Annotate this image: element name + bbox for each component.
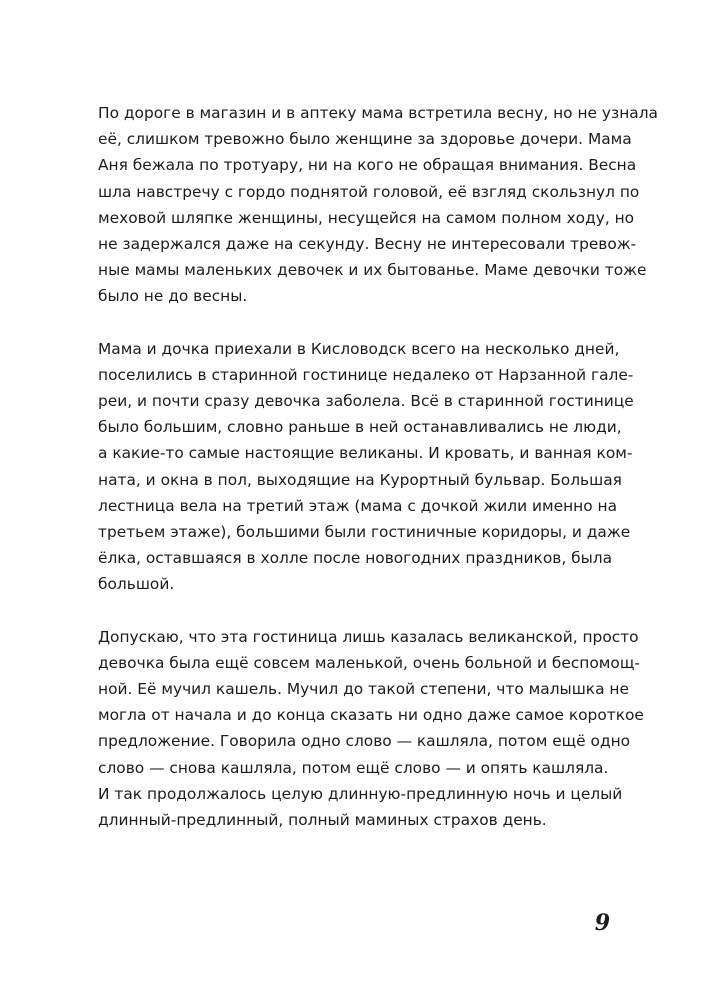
text-line: реи, и почти сразу девочка заболела. Всё в старинной гостинице	[98, 392, 634, 411]
text-line: девочка была ещё совсем маленькой, очень больной и беспомощ-	[98, 653, 640, 672]
text-line: ёлка, оставшаяся в холле после новогодних праздников, была	[98, 549, 613, 568]
text-line: ната, и окна в пол, выходящие на Курортный бульвар. Большая	[98, 470, 622, 489]
text-line: Допускаю, что эта гостиница лишь казалась великанской, просто	[98, 627, 639, 646]
page-number: 9	[594, 910, 610, 936]
text-line: ной. Её мучил кашель. Мучил до такой степени, что малышка не	[98, 680, 629, 699]
text-line: И так продолжалось целую длинную-предлинную ночь и целый	[98, 784, 623, 803]
text-line: Мама и дочка приехали в Кисловодск всего на несколько дней,	[98, 339, 620, 358]
text-line: лестница вела на третий этаж (мама с дочкой жили именно на	[98, 496, 618, 515]
paragraph-1	[98, 100, 658, 310]
text-line: предложение. Говорила одно слово — кашляла, потом ещё одно	[98, 732, 631, 751]
paragraph-3	[98, 624, 644, 834]
text-line: а какие-то самые настоящие великаны. И кровать, и ванная ком-	[98, 444, 633, 463]
text-line: было не до весны.	[98, 287, 248, 306]
text-line: По дороге в магазин и в аптеку мама встретила весну, но не узнала	[98, 104, 658, 122]
paragraph-2	[98, 336, 634, 598]
text-line: было большим, словно раньше в ней останавливались не люди,	[98, 418, 622, 437]
body-text	[98, 100, 658, 859]
text-line: большой.	[98, 575, 175, 594]
text-line: не задержался даже на секунду. Весну не интересовали тревож-	[98, 235, 637, 254]
text-line: поселились в старинной гостинице недалеко от Нарзанной гале-	[98, 365, 634, 384]
text-line: могла от начала и до конца сказать ни одно даже самое короткое	[98, 706, 644, 725]
text-line: длинный-предлинный, полный маминых страхов день.	[98, 811, 547, 830]
text-line: слово — снова кашляла, потом ещё слово — и опять кашляла.	[98, 758, 609, 777]
text-line: Аня бежала по тротуару, ни на кого не обращая внимания. Весна	[98, 156, 637, 175]
text-line: ные мамы маленьких девочек и их бытованье. Маме девочки тоже	[98, 261, 647, 280]
text-line: третьем этаже), большими были гостиничные коридоры, и даже	[98, 523, 631, 542]
text-line: её, слишком тревожно было женщине за здоровье дочери. Мама	[98, 130, 632, 149]
text-line: меховой шляпке женщины, несущейся на самом полном ходу, но	[98, 208, 635, 227]
text-line: шла навстречу с гордо поднятой головой, её взгляд скользнул по	[98, 182, 640, 201]
